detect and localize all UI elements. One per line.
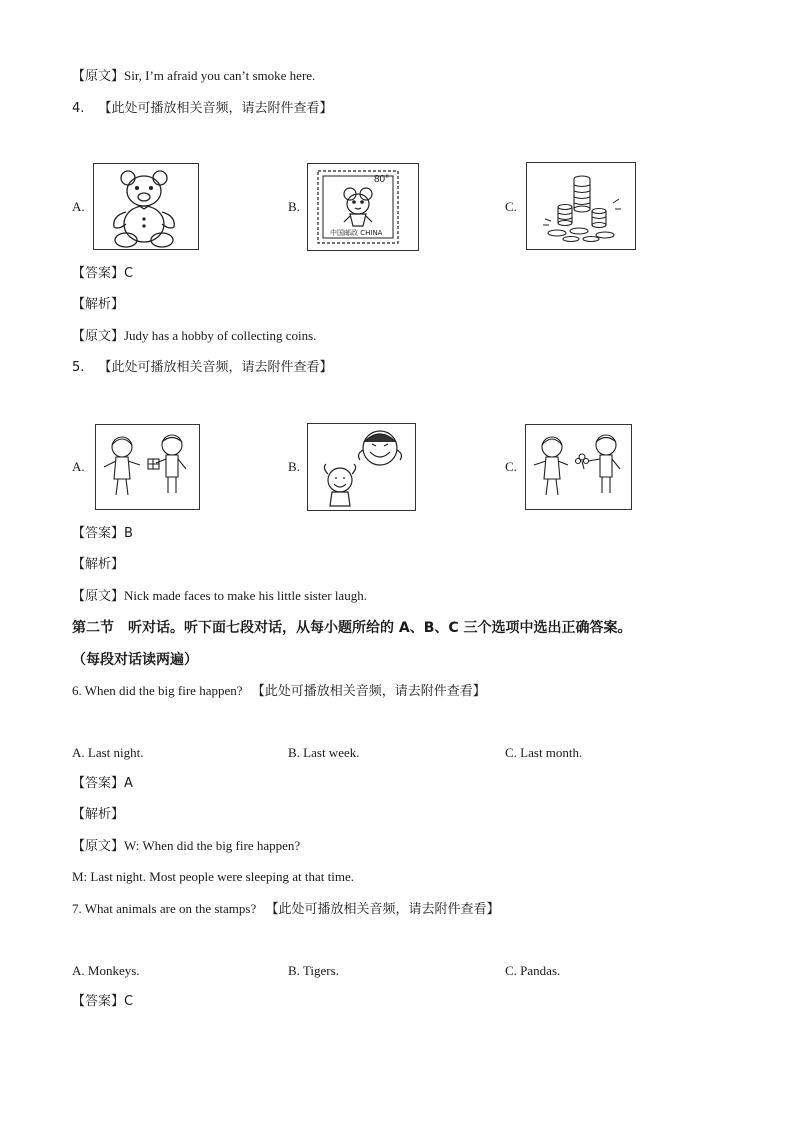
section-2-note: （每段对话读两遍） [72, 652, 198, 668]
q6-original-w: 【原文】W: When did the big fire happen? [72, 838, 301, 853]
q7-audio-placeholder[interactable]: 【此处可播放相关音频，请去附件查看】 [265, 902, 500, 917]
q4-number: 4. [72, 101, 85, 116]
stamp-country-text: 中国邮政 CHINA [330, 229, 383, 237]
q3-original-text: 【原文】Sir, I’m afraid you can’t smoke here. [72, 68, 316, 83]
children-gift-icon [96, 425, 199, 509]
q4-option-c-label[interactable]: C. [505, 199, 517, 214]
q5-number: 5. [72, 360, 85, 375]
q7-question: 7. What animals are on the stamps? [72, 901, 257, 916]
q5-option-b-label[interactable]: B. [288, 459, 300, 474]
boy-making-faces-icon [308, 424, 415, 510]
q7-option-b[interactable]: B. Tigers. [288, 963, 339, 978]
q4-option-a-label[interactable]: A. [72, 199, 85, 214]
coins-icon [527, 163, 635, 249]
q4-analysis: 【解析】 [72, 297, 125, 312]
stamp-value-text: 80° [374, 174, 390, 185]
q4-option-c-image[interactable] [526, 162, 636, 250]
q7-header [72, 900, 500, 919]
q6-audio-placeholder[interactable]: 【此处可播放相关音频，请去附件查看】 [251, 684, 486, 699]
q4-audio-placeholder[interactable]: 【此处可播放相关音频，请去附件查看】 [98, 101, 333, 116]
q7-option-c[interactable]: C. Pandas. [505, 963, 561, 978]
q5-option-c-label[interactable]: C. [505, 459, 517, 474]
q6-analysis: 【解析】 [72, 807, 125, 822]
children-flower-icon [526, 425, 631, 509]
q4-original-text: 【原文】Judy has a hobby of collecting coins. [72, 328, 317, 343]
q6-option-a[interactable]: A. Last night. [72, 745, 144, 760]
q4-option-b-image[interactable] [307, 163, 419, 251]
q6-option-c[interactable]: C. Last month. [505, 745, 583, 760]
q6-question: 6. When did the big fire happen? [72, 683, 243, 698]
q5-option-a-image[interactable] [95, 424, 200, 510]
q5-header [72, 359, 333, 377]
section-2-title: 第二节 听对话。听下面七段对话，从每小题所给的 A、B、C 三个选项中选出正确答案。 [72, 620, 632, 636]
teddy-bear-icon [94, 164, 198, 249]
q5-answer: 【答案】B [72, 526, 133, 541]
q4-option-b-label[interactable]: B. [288, 199, 300, 214]
q5-original-text: 【原文】Nick made faces to make his little sister laugh. [72, 588, 367, 603]
q5-analysis: 【解析】 [72, 557, 125, 572]
q5-audio-placeholder[interactable]: 【此处可播放相关音频，请去附件查看】 [98, 360, 333, 375]
q6-answer: 【答案】A [72, 776, 133, 791]
q5-option-b-image[interactable] [307, 423, 416, 511]
q4-option-a-image[interactable] [93, 163, 199, 250]
q4-header [72, 100, 333, 118]
q7-option-a[interactable]: A. Monkeys. [72, 963, 140, 978]
q6-option-b[interactable]: B. Last week. [288, 745, 360, 760]
q5-option-c-image[interactable] [525, 424, 632, 510]
q6-header [72, 682, 486, 701]
q5-option-a-label[interactable]: A. [72, 459, 85, 474]
q7-answer: 【答案】C [72, 994, 134, 1009]
q6-original-m: M: Last night. Most people were sleeping at that time. [72, 869, 354, 884]
q4-answer: 【答案】C [72, 266, 134, 281]
